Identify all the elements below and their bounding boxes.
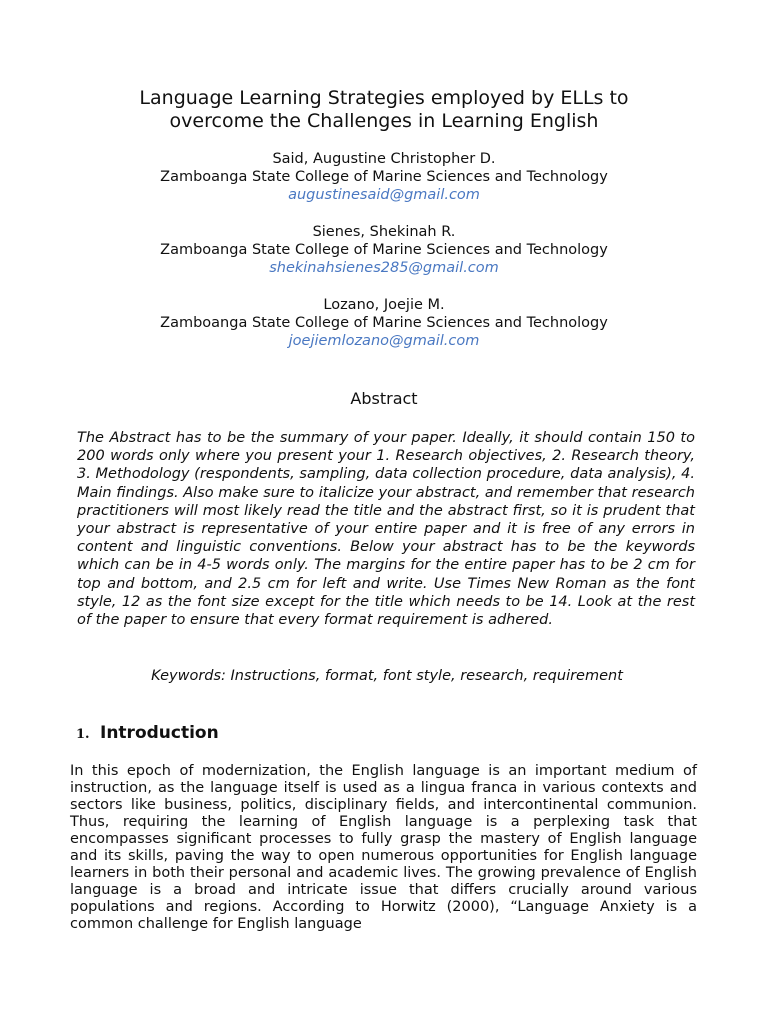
author-block-3: [60, 296, 708, 350]
paper-title-line-2: overcome the Challenges in Learning English: [169, 110, 599, 132]
author-email-link[interactable]: joejiemlozano@gmail.com: [288, 333, 480, 349]
paper-title-line-1: Language Learning Strategies employed by ELLs to: [139, 87, 629, 109]
abstract-heading: Abstract: [350, 389, 418, 408]
author-affiliation: Zamboanga State College of Marine Sciences and Technology: [160, 169, 608, 185]
author-name: Lozano, Joejie M.: [323, 297, 445, 313]
author-email-link[interactable]: shekinahsienes285@gmail.com: [269, 260, 499, 276]
section-heading-introduction: [76, 723, 219, 743]
section-number: 1.: [76, 727, 90, 742]
author-affiliation: Zamboanga State College of Marine Sciences and Technology: [160, 242, 608, 258]
author-name: Sienes, Shekinah R.: [312, 224, 456, 240]
keywords-line: Keywords: Instructions, format, font style, research, requirement: [151, 668, 623, 684]
author-block-2: [60, 223, 708, 277]
paper-title: [60, 87, 708, 133]
author-email-link[interactable]: augustinesaid@gmail.com: [288, 187, 480, 203]
abstract-body: The Abstract has to be the summary of your paper. Ideally, it should contain 150 to 200 words only where you present your 1. Research objectives, 2. Research theory, 3. Methodology (respondents, sampling, data collection procedure, data analysis), 4. Main findings. Also make sure to italicize your abstract, and remember that research practitioners will most likely read the title and the abstract first, so it is prudent that your abstract is representative of your entire paper and it is free of any errors in content and linguistic conventions. Below your abstract has to be the keywords which can be in 4-5 words only. The margins for the entire paper has to be 2 cm for top and bottom, and 2.5 cm for left and write. Use Times New Roman as the font style, 12 as the font size except for the title which needs to be 14. Look at the rest of the paper to ensure that every format requirement is adhered.: [77, 430, 695, 629]
author-affiliation: Zamboanga State College of Marine Sciences and Technology: [160, 315, 608, 331]
author-block-1: [60, 150, 708, 204]
section-title: Introduction: [100, 723, 219, 743]
introduction-body: In this epoch of modernization, the English language is an important medium of instruction, as the language itself is used as a lingua franca in various contexts and sectors like business, politics, disciplinary fields, and intercontinental communion. Thus, requiring the learning of English language is a perplexing task that encompasses significant processes to fully grasp the mastery of English language and its skills, paving the way to open numerous opportunities for English language learners in both their personal and academic lives. The growing prevalence of English language is a broad and intricate issue that differs crucially around various populations and regions. According to Horwitz (2000), “Language Anxiety is a common challenge for English language: [70, 763, 697, 932]
author-name: Said, Augustine Christopher D.: [272, 151, 496, 167]
